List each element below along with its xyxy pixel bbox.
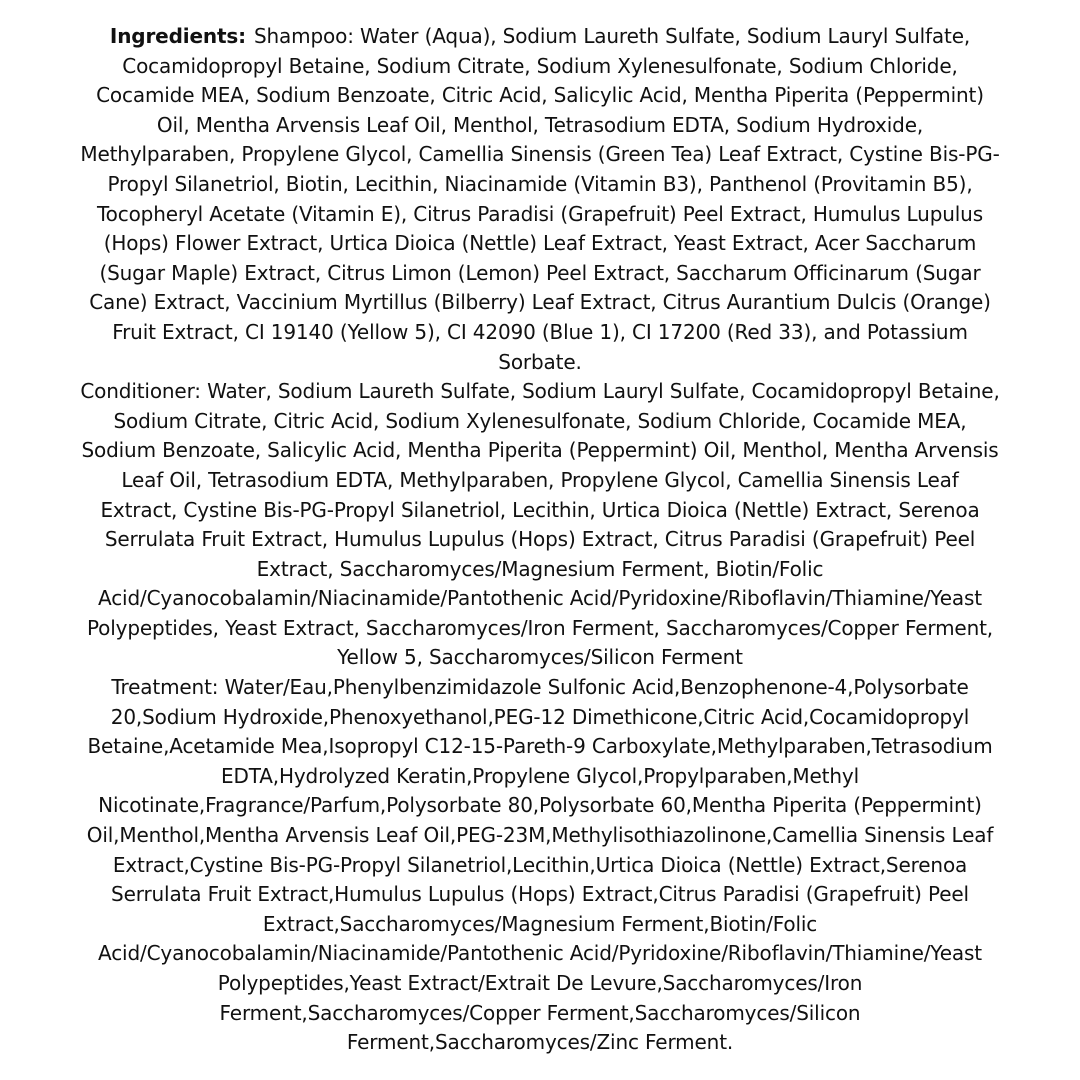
ingredients-document (80, 22, 1000, 1058)
treatment-ingredients-paragraph (80, 673, 1000, 1058)
treatment-ingredients-text: Treatment: Water/Eau,Phenylbenzimidazole Sulfonic Acid,Benzophenone-4,Polysorbate 20,Sodium Hydroxide,Phenoxyethanol,PEG-12 Dimethicone,Citric Acid,Cocamidopropyl Betaine,Acetamide Mea,Isopropyl C12-15-Pareth-9 Carboxylate,Methylparaben,Tetrasodium EDTA,Hydrolyzed Keratin,Propylene Glycol,Propylparaben,Methyl Nicotinate,Fragrance/Parfum,Polysorbate 80,Polysorbate 60,Mentha Piperita (Peppermint) Oil,Menthol,Mentha Arvensis Leaf Oil,PEG-23M,Methylisothiazolinone,Camellia Sinensis Leaf Extract,Cystine Bis-PG-Propyl Silanetriol,Lecithin,Urtica Dioica (Nettle) Extract,Serenoa Serrulata Fruit Extract,Humulus Lupulus (Hops) Extract,Citrus Paradisi (Grapefruit) Peel Extract,Saccharomyces/Magnesium Ferment,Biotin/Folic Acid/Cyanocobalamin/Niacinamide/Pantothenic Acid/Pyridoxine/Riboflavin/Thiamine/Yeast Polypeptides,Yeast Extract/Extrait De Levure,Saccharomyces/Iron Ferment,Saccharomyces/Copper Ferment,Saccharomyces/Silicon Ferment,Saccharomyces/Zinc Ferment. (86, 675, 994, 1055)
conditioner-ingredients-paragraph (80, 377, 1000, 673)
shampoo-ingredients-text: Shampoo: Water (Aqua), Sodium Laureth Sulfate, Sodium Lauryl Sulfate, Cocamidopropyl Betaine, Sodium Citrate, Sodium Xylenesulfonate, Sodium Chloride, Cocamide MEA, Sodium Benzoate, Citric Acid, Salicylic Acid, Mentha Piperita (Peppermint) Oil, Mentha Arvensis Leaf Oil, Menthol, Tetrasodium EDTA, Sodium Hydroxide, Methylparaben, Propylene Glycol, Camellia Sinensis (Green Tea) Leaf Extract, Cystine Bis-PG-Propyl Silanetriol, Biotin, Lecithin, Niacinamide (Vitamin B3), Panthenol (Provitamin B5), Tocopheryl Acetate (Vitamin E), Citrus Paradisi (Grapefruit) Peel Extract, Humulus Lupulus (Hops) Flower Extract, Urtica Dioica (Nettle) Leaf Extract, Yeast Extract, Acer Saccharum (Sugar Maple) Extract, Citrus Limon (Lemon) Peel Extract, Saccharum Officinarum (Sugar Cane) Extract, Vaccinium Myrtillus (Bilberry) Leaf Extract, Citrus Aurantium Dulcis (Orange) Fruit Extract, CI 19140 (Yellow 5), CI 42090 (Blue 1), CI 17200 (Red 33), and Potassium Sorbate. (80, 24, 1000, 374)
conditioner-ingredients-text: Conditioner: Water, Sodium Laureth Sulfate, Sodium Lauryl Sulfate, Cocamidopropyl Betaine, Sodium Citrate, Citric Acid, Sodium Xylenesulfonate, Sodium Chloride, Cocamide MEA, Sodium Benzoate, Salicylic Acid, Mentha Piperita (Peppermint) Oil, Menthol, Mentha Arvensis Leaf Oil, Tetrasodium EDTA, Methylparaben, Propylene Glycol, Camellia Sinensis Leaf Extract, Cystine Bis-PG-Propyl Silanetriol, Lecithin, Urtica Dioica (Nettle) Extract, Serenoa Serrulata Fruit Extract, Humulus Lupulus (Hops) Extract, Citrus Paradisi (Grapefruit) Peel Extract, Saccharomyces/Magnesium Ferment, Biotin/Folic Acid/Cyanocobalamin/Niacinamide/Pantothenic Acid/Pyridoxine/Riboflavin/Thiamine/Yeast Polypeptides, Yeast Extract, Saccharomyces/Iron Ferment, Saccharomyces/Copper Ferment, Yellow 5, Saccharomyces/Silicon Ferment (80, 379, 1000, 670)
shampoo-ingredients-paragraph (80, 22, 1000, 377)
ingredients-label: Ingredients: (109, 24, 246, 48)
